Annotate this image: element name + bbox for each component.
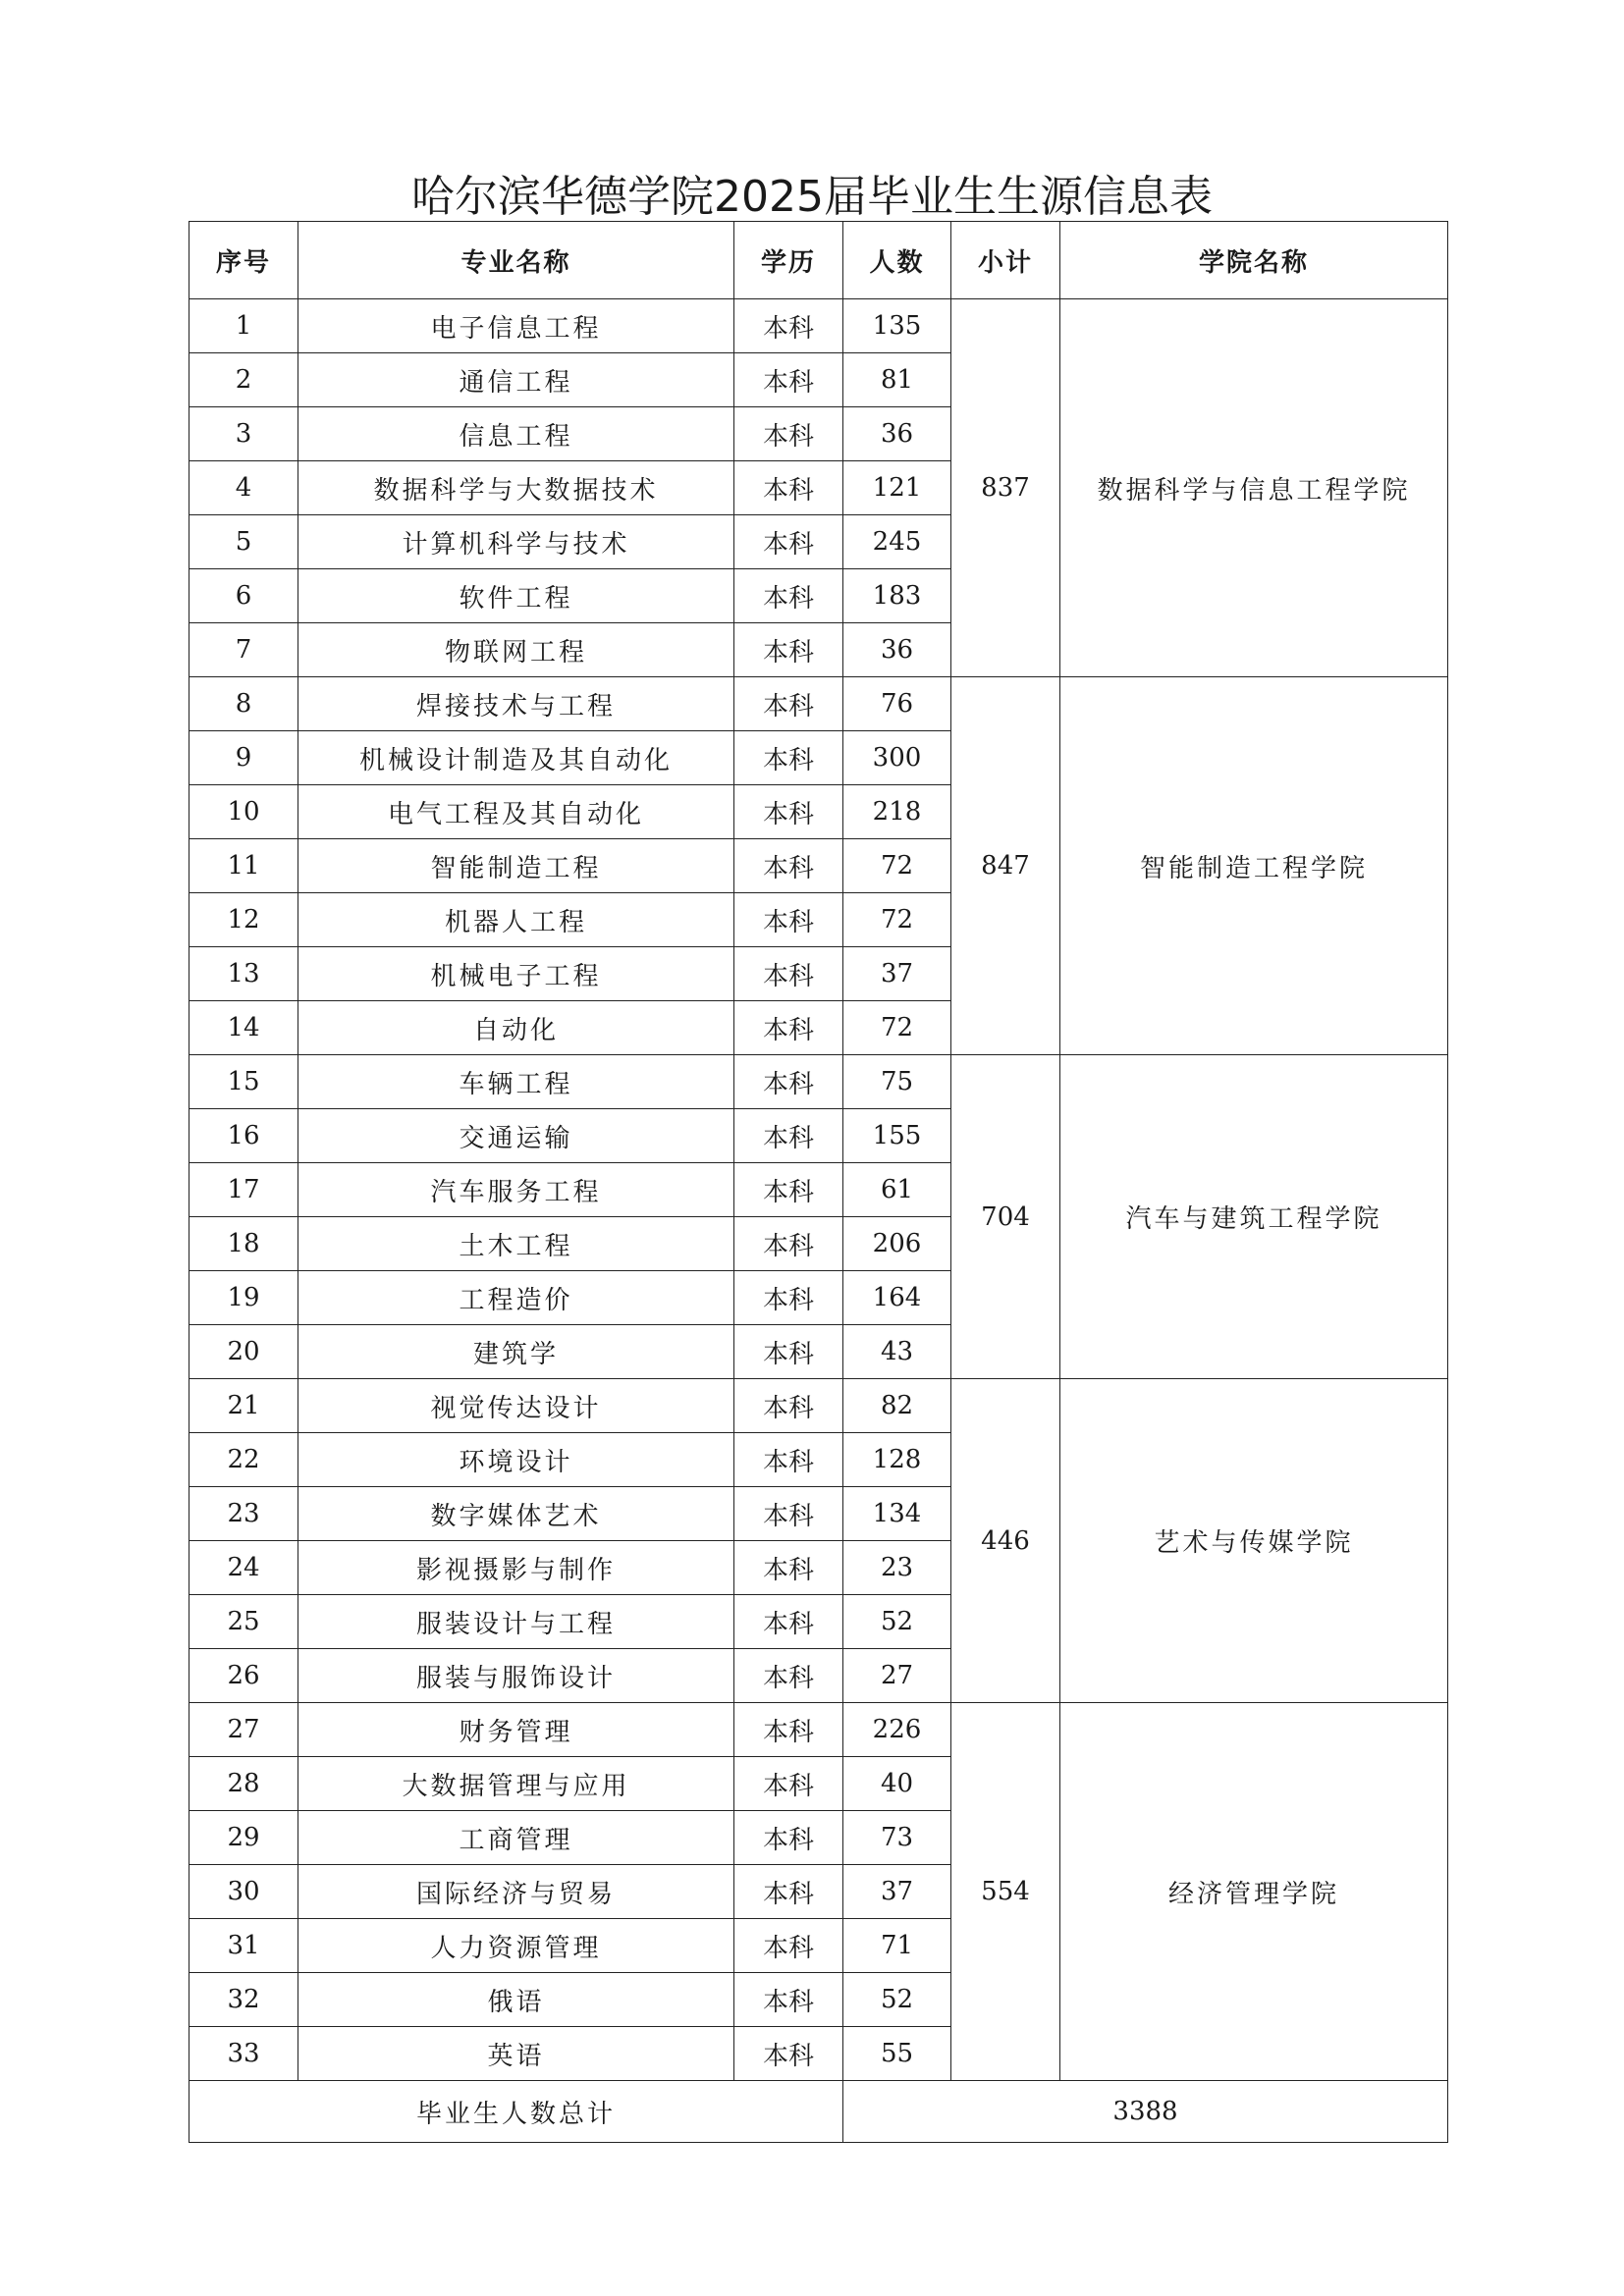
row-degree: 本科 — [734, 299, 843, 353]
row-major: 工商管理 — [298, 1811, 734, 1865]
row-count: 75 — [843, 1055, 951, 1109]
table-row — [189, 299, 1448, 353]
row-major: 信息工程 — [298, 407, 734, 461]
row-count: 36 — [843, 407, 951, 461]
row-degree: 本科 — [734, 785, 843, 839]
row-degree: 本科 — [734, 1055, 843, 1109]
row-index: 3 — [189, 407, 298, 461]
row-count: 23 — [843, 1541, 951, 1595]
row-index: 5 — [189, 515, 298, 569]
row-count: 40 — [843, 1757, 951, 1811]
row-index: 21 — [189, 1379, 298, 1433]
row-major: 软件工程 — [298, 569, 734, 623]
row-degree: 本科 — [734, 1919, 843, 1973]
total-value: 3388 — [843, 2081, 1448, 2143]
row-major: 环境设计 — [298, 1433, 734, 1487]
row-index: 26 — [189, 1649, 298, 1703]
row-degree: 本科 — [734, 839, 843, 893]
row-major: 国际经济与贸易 — [298, 1865, 734, 1919]
row-count: 121 — [843, 461, 951, 515]
row-major: 建筑学 — [298, 1325, 734, 1379]
row-count: 52 — [843, 1973, 951, 2027]
row-degree: 本科 — [734, 731, 843, 785]
row-count: 37 — [843, 947, 951, 1001]
row-count: 72 — [843, 893, 951, 947]
header-college: 学院名称 — [1060, 222, 1448, 299]
college-subtotal: 837 — [951, 299, 1060, 677]
row-count: 76 — [843, 677, 951, 731]
row-count: 183 — [843, 569, 951, 623]
row-major: 服装设计与工程 — [298, 1595, 734, 1649]
table-row — [189, 1055, 1448, 1109]
college-subtotal: 554 — [951, 1703, 1060, 2081]
row-index: 10 — [189, 785, 298, 839]
row-major: 机械电子工程 — [298, 947, 734, 1001]
table-row — [189, 677, 1448, 731]
row-degree: 本科 — [734, 515, 843, 569]
row-major: 数据科学与大数据技术 — [298, 461, 734, 515]
row-index: 30 — [189, 1865, 298, 1919]
row-index: 9 — [189, 731, 298, 785]
row-count: 71 — [843, 1919, 951, 1973]
row-index: 13 — [189, 947, 298, 1001]
college-subtotal: 704 — [951, 1055, 1060, 1379]
header-index: 序号 — [189, 222, 298, 299]
row-count: 155 — [843, 1109, 951, 1163]
row-major: 机械设计制造及其自动化 — [298, 731, 734, 785]
row-index: 17 — [189, 1163, 298, 1217]
row-major: 大数据管理与应用 — [298, 1757, 734, 1811]
row-count: 135 — [843, 299, 951, 353]
row-index: 16 — [189, 1109, 298, 1163]
row-degree: 本科 — [734, 1811, 843, 1865]
row-index: 14 — [189, 1001, 298, 1055]
row-major: 智能制造工程 — [298, 839, 734, 893]
total-row — [189, 2081, 1448, 2143]
college-name: 经济管理学院 — [1060, 1703, 1448, 2081]
row-degree: 本科 — [734, 1109, 843, 1163]
row-index: 2 — [189, 353, 298, 407]
header-count: 人数 — [843, 222, 951, 299]
row-index: 33 — [189, 2027, 298, 2081]
college-name: 汽车与建筑工程学院 — [1060, 1055, 1448, 1379]
row-count: 37 — [843, 1865, 951, 1919]
row-index: 11 — [189, 839, 298, 893]
row-major: 物联网工程 — [298, 623, 734, 677]
total-label: 毕业生人数总计 — [189, 2081, 843, 2143]
graduate-source-table — [189, 221, 1448, 2143]
row-index: 7 — [189, 623, 298, 677]
college-subtotal: 446 — [951, 1379, 1060, 1703]
row-count: 72 — [843, 1001, 951, 1055]
row-index: 6 — [189, 569, 298, 623]
header-major: 专业名称 — [298, 222, 734, 299]
row-degree: 本科 — [734, 1487, 843, 1541]
row-degree: 本科 — [734, 461, 843, 515]
table-header-row — [189, 222, 1448, 299]
header-subtotal: 小计 — [951, 222, 1060, 299]
row-index: 25 — [189, 1595, 298, 1649]
row-degree: 本科 — [734, 1379, 843, 1433]
row-degree: 本科 — [734, 1595, 843, 1649]
row-index: 24 — [189, 1541, 298, 1595]
row-major: 车辆工程 — [298, 1055, 734, 1109]
row-degree: 本科 — [734, 947, 843, 1001]
row-major: 俄语 — [298, 1973, 734, 2027]
row-count: 82 — [843, 1379, 951, 1433]
row-count: 55 — [843, 2027, 951, 2081]
row-major: 数字媒体艺术 — [298, 1487, 734, 1541]
row-count: 73 — [843, 1811, 951, 1865]
row-major: 自动化 — [298, 1001, 734, 1055]
college-name: 艺术与传媒学院 — [1060, 1379, 1448, 1703]
row-index: 31 — [189, 1919, 298, 1973]
row-major: 电子信息工程 — [298, 299, 734, 353]
row-index: 22 — [189, 1433, 298, 1487]
row-degree: 本科 — [734, 1271, 843, 1325]
row-degree: 本科 — [734, 407, 843, 461]
row-degree: 本科 — [734, 1757, 843, 1811]
row-index: 8 — [189, 677, 298, 731]
row-major: 工程造价 — [298, 1271, 734, 1325]
row-index: 23 — [189, 1487, 298, 1541]
row-index: 29 — [189, 1811, 298, 1865]
row-count: 218 — [843, 785, 951, 839]
row-degree: 本科 — [734, 623, 843, 677]
page-title: 哈尔滨华德学院2025届毕业生生源信息表 — [411, 172, 1213, 223]
header-degree: 学历 — [734, 222, 843, 299]
row-major: 影视摄影与制作 — [298, 1541, 734, 1595]
row-major: 视觉传达设计 — [298, 1379, 734, 1433]
table-body — [189, 299, 1448, 2081]
row-degree: 本科 — [734, 1163, 843, 1217]
college-subtotal: 847 — [951, 677, 1060, 1055]
row-count: 164 — [843, 1271, 951, 1325]
college-name: 智能制造工程学院 — [1060, 677, 1448, 1055]
row-count: 128 — [843, 1433, 951, 1487]
row-degree: 本科 — [734, 1703, 843, 1757]
table-row — [189, 1379, 1448, 1433]
row-count: 81 — [843, 353, 951, 407]
row-degree: 本科 — [734, 2027, 843, 2081]
college-name: 数据科学与信息工程学院 — [1060, 299, 1448, 677]
row-index: 32 — [189, 1973, 298, 2027]
row-major: 人力资源管理 — [298, 1919, 734, 1973]
row-major: 计算机科学与技术 — [298, 515, 734, 569]
row-count: 206 — [843, 1217, 951, 1271]
row-degree: 本科 — [734, 1325, 843, 1379]
row-degree: 本科 — [734, 893, 843, 947]
row-count: 36 — [843, 623, 951, 677]
row-count: 226 — [843, 1703, 951, 1757]
row-index: 20 — [189, 1325, 298, 1379]
row-major: 汽车服务工程 — [298, 1163, 734, 1217]
row-major: 财务管理 — [298, 1703, 734, 1757]
row-degree: 本科 — [734, 1217, 843, 1271]
row-index: 12 — [189, 893, 298, 947]
row-major: 土木工程 — [298, 1217, 734, 1271]
row-index: 1 — [189, 299, 298, 353]
row-degree: 本科 — [734, 1433, 843, 1487]
row-count: 300 — [843, 731, 951, 785]
row-degree: 本科 — [734, 1001, 843, 1055]
row-major: 服装与服饰设计 — [298, 1649, 734, 1703]
row-count: 43 — [843, 1325, 951, 1379]
row-count: 61 — [843, 1163, 951, 1217]
row-major: 电气工程及其自动化 — [298, 785, 734, 839]
row-index: 19 — [189, 1271, 298, 1325]
row-major: 通信工程 — [298, 353, 734, 407]
row-count: 72 — [843, 839, 951, 893]
row-major: 交通运输 — [298, 1109, 734, 1163]
row-count: 134 — [843, 1487, 951, 1541]
row-major: 英语 — [298, 2027, 734, 2081]
row-index: 15 — [189, 1055, 298, 1109]
row-index: 18 — [189, 1217, 298, 1271]
table-row — [189, 1703, 1448, 1757]
row-degree: 本科 — [734, 1541, 843, 1595]
row-count: 245 — [843, 515, 951, 569]
row-major: 机器人工程 — [298, 893, 734, 947]
row-degree: 本科 — [734, 1973, 843, 2027]
row-degree: 本科 — [734, 353, 843, 407]
row-degree: 本科 — [734, 569, 843, 623]
row-count: 52 — [843, 1595, 951, 1649]
row-degree: 本科 — [734, 677, 843, 731]
row-major: 焊接技术与工程 — [298, 677, 734, 731]
row-index: 27 — [189, 1703, 298, 1757]
row-index: 28 — [189, 1757, 298, 1811]
row-degree: 本科 — [734, 1649, 843, 1703]
row-count: 27 — [843, 1649, 951, 1703]
row-index: 4 — [189, 461, 298, 515]
row-degree: 本科 — [734, 1865, 843, 1919]
